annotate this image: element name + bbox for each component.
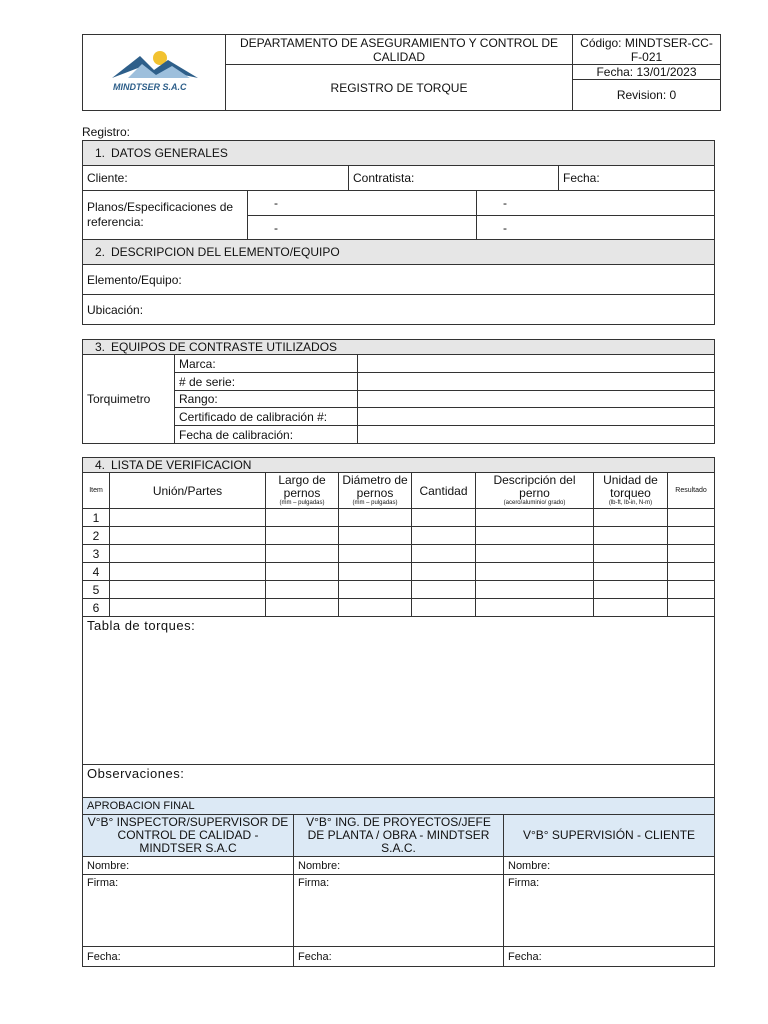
table-cell[interactable] (476, 581, 594, 599)
col-resultado: Resultado (668, 473, 715, 509)
elemento-field[interactable]: Elemento/Equipo: (83, 265, 715, 295)
table-cell[interactable] (412, 509, 476, 527)
table-cell[interactable] (476, 563, 594, 581)
section2-title: DESCRIPCION DEL ELEMENTO/EQUIPO (111, 245, 340, 259)
marca-label: Marca: (175, 355, 358, 373)
row-item-number: 4 (83, 563, 110, 581)
approval-client-header: V°B° SUPERVISIÓN - CLIENTE (504, 815, 715, 857)
observaciones-label: Observaciones: (87, 766, 185, 781)
section2-header (83, 240, 715, 265)
observaciones-field[interactable] (83, 765, 715, 800)
table-cell[interactable] (412, 581, 476, 599)
col-union: Unión/Partes (110, 473, 266, 509)
section4-number: 4. (94, 458, 105, 472)
col-largo-unit: (mm – pulgadas) (279, 500, 325, 506)
torquimetro-label: Torquimetro (83, 355, 175, 444)
client-nombre-field[interactable]: Nombre: (504, 857, 715, 875)
table-cell[interactable] (339, 581, 412, 599)
inspector-firma-field[interactable]: Firma: (83, 875, 294, 947)
table-cell[interactable] (476, 545, 594, 563)
section1-header (83, 141, 715, 166)
col-largo (266, 473, 339, 509)
col-descripcion-label: Descripción del perno (493, 473, 576, 500)
tabla-torques-field[interactable] (83, 617, 715, 765)
fecha-calibracion-value[interactable] (358, 426, 715, 444)
table-cell[interactable] (110, 509, 266, 527)
client-fecha-field[interactable]: Fecha: (504, 947, 715, 967)
approval-title: APROBACION FINAL (83, 798, 715, 815)
col-diametro-unit: (mm – pulgadas) (352, 500, 398, 506)
col-cantidad: Cantidad (412, 473, 476, 509)
planos-ref-1[interactable]: - (248, 191, 477, 216)
table-cell[interactable] (668, 545, 715, 563)
serie-label: # de serie: (175, 373, 358, 391)
fecha-calibracion-label: Fecha de calibración: (175, 426, 358, 444)
table-cell[interactable] (594, 509, 668, 527)
planos-ref-2[interactable]: - (477, 191, 715, 216)
table-cell[interactable] (110, 581, 266, 599)
department-name: DEPARTAMENTO DE ASEGURAMIENTO Y CONTROL DE CALIDAD (226, 35, 573, 65)
table-cell[interactable] (412, 563, 476, 581)
table-cell[interactable] (339, 563, 412, 581)
table-cell[interactable] (412, 599, 476, 617)
col-largo-label: Largo de pernos (278, 473, 326, 500)
table-cell[interactable] (668, 527, 715, 545)
tabla-torques-label: Tabla de torques: (87, 618, 196, 633)
approval-project-header: V°B° ING. DE PROYECTOS/JEFE DE PLANTA / OBRA - MINDTSER S.A.C. (294, 815, 504, 857)
table-row (83, 509, 715, 527)
section1-number: 1. (94, 146, 105, 160)
table-cell[interactable] (476, 527, 594, 545)
table-cell[interactable] (266, 581, 339, 599)
equipment-table (82, 339, 715, 444)
inspector-fecha-field[interactable]: Fecha: (83, 947, 294, 967)
ubicacion-field[interactable]: Ubicación: (83, 295, 715, 325)
verification-rows (83, 509, 715, 617)
col-diametro-label: Diámetro de pernos (342, 473, 408, 500)
table-cell[interactable] (668, 563, 715, 581)
table-cell[interactable] (594, 527, 668, 545)
table-cell[interactable] (110, 563, 266, 581)
approval-table (82, 797, 715, 967)
col-unidad-label: Unidad de torqueo (603, 473, 658, 500)
section3-number: 3. (94, 340, 105, 354)
company-logo-text: MINDTSER S.A.C (113, 81, 187, 92)
table-cell[interactable] (266, 563, 339, 581)
table-cell[interactable] (339, 509, 412, 527)
table-cell[interactable] (339, 599, 412, 617)
table-cell[interactable] (668, 599, 715, 617)
table-cell[interactable] (266, 527, 339, 545)
row-item-number: 6 (83, 599, 110, 617)
col-descripcion (476, 473, 594, 509)
table-cell[interactable] (339, 527, 412, 545)
table-cell[interactable] (476, 599, 594, 617)
col-diametro (339, 473, 412, 509)
cliente-field[interactable]: Cliente: (83, 166, 349, 191)
certificado-label: Certificado de calibración #: (175, 408, 358, 426)
col-unidad (594, 473, 668, 509)
fecha-field[interactable]: Fecha: (559, 166, 715, 191)
planos-label: Planos/Especificaciones de referencia: (83, 191, 248, 240)
registro-label: Registro: (82, 125, 131, 139)
form-title: REGISTRO DE TORQUE (226, 65, 573, 111)
form-code: Código: MINDTSER-CC-F-021 (573, 35, 721, 65)
client-firma-field[interactable]: Firma: (504, 875, 715, 947)
section3-title: EQUIPOS DE CONTRASTE UTILIZADOS (111, 340, 338, 354)
header-table (82, 34, 721, 111)
table-cell[interactable] (266, 545, 339, 563)
form-date: Fecha: 13/01/2023 (573, 65, 721, 80)
section4-title: LISTA DE VERIFICACION (111, 458, 252, 472)
table-cell[interactable] (594, 599, 668, 617)
project-fecha-field[interactable]: Fecha: (294, 947, 504, 967)
table-row (83, 581, 715, 599)
inspector-nombre-field[interactable]: Nombre: (83, 857, 294, 875)
section3-header (83, 340, 715, 355)
table-cell[interactable] (668, 509, 715, 527)
row-item-number: 2 (83, 527, 110, 545)
row-item-number: 1 (83, 509, 110, 527)
logo-cell (83, 35, 226, 111)
approval-inspector-header: V°B° INSPECTOR/SUPERVISOR DE CONTROL DE CALIDAD - MINDTSER S.A.C (83, 815, 294, 857)
col-item: Item (83, 473, 110, 509)
project-firma-field[interactable]: Firma: (294, 875, 504, 947)
table-row (83, 545, 715, 563)
table-cell[interactable] (594, 545, 668, 563)
table-cell[interactable] (594, 581, 668, 599)
section1-title: DATOS GENERALES (111, 146, 228, 160)
table-cell[interactable] (412, 545, 476, 563)
planos-ref-4[interactable]: - (477, 216, 715, 240)
general-data-table (82, 140, 715, 325)
table-cell[interactable] (110, 599, 266, 617)
rango-label: Rango: (175, 391, 358, 408)
table-row (83, 599, 715, 617)
table-cell[interactable] (412, 527, 476, 545)
table-cell[interactable] (110, 545, 266, 563)
table-cell[interactable] (110, 527, 266, 545)
verification-table (82, 457, 715, 800)
certificado-value[interactable] (358, 408, 715, 426)
serie-value[interactable] (358, 373, 715, 391)
company-logo (83, 36, 225, 110)
table-cell[interactable] (339, 545, 412, 563)
contratista-field[interactable]: Contratista: (349, 166, 559, 191)
section2-number: 2. (94, 245, 105, 259)
table-cell[interactable] (476, 509, 594, 527)
col-unidad-unit: (lb-ft, lb-in, N-m) (608, 500, 653, 506)
table-cell[interactable] (594, 563, 668, 581)
rango-value[interactable] (358, 391, 715, 408)
planos-ref-3[interactable]: - (248, 216, 477, 240)
table-row (83, 527, 715, 545)
table-cell[interactable] (266, 599, 339, 617)
table-row (83, 563, 715, 581)
row-item-number: 5 (83, 581, 110, 599)
table-cell[interactable] (266, 509, 339, 527)
project-nombre-field[interactable]: Nombre: (294, 857, 504, 875)
section4-header (83, 458, 715, 473)
form-revision: Revision: 0 (573, 80, 721, 111)
col-descripcion-unit: (acero/aluminio/ grado) (503, 500, 566, 506)
table-cell[interactable] (668, 581, 715, 599)
row-item-number: 3 (83, 545, 110, 563)
marca-value[interactable] (358, 355, 715, 373)
